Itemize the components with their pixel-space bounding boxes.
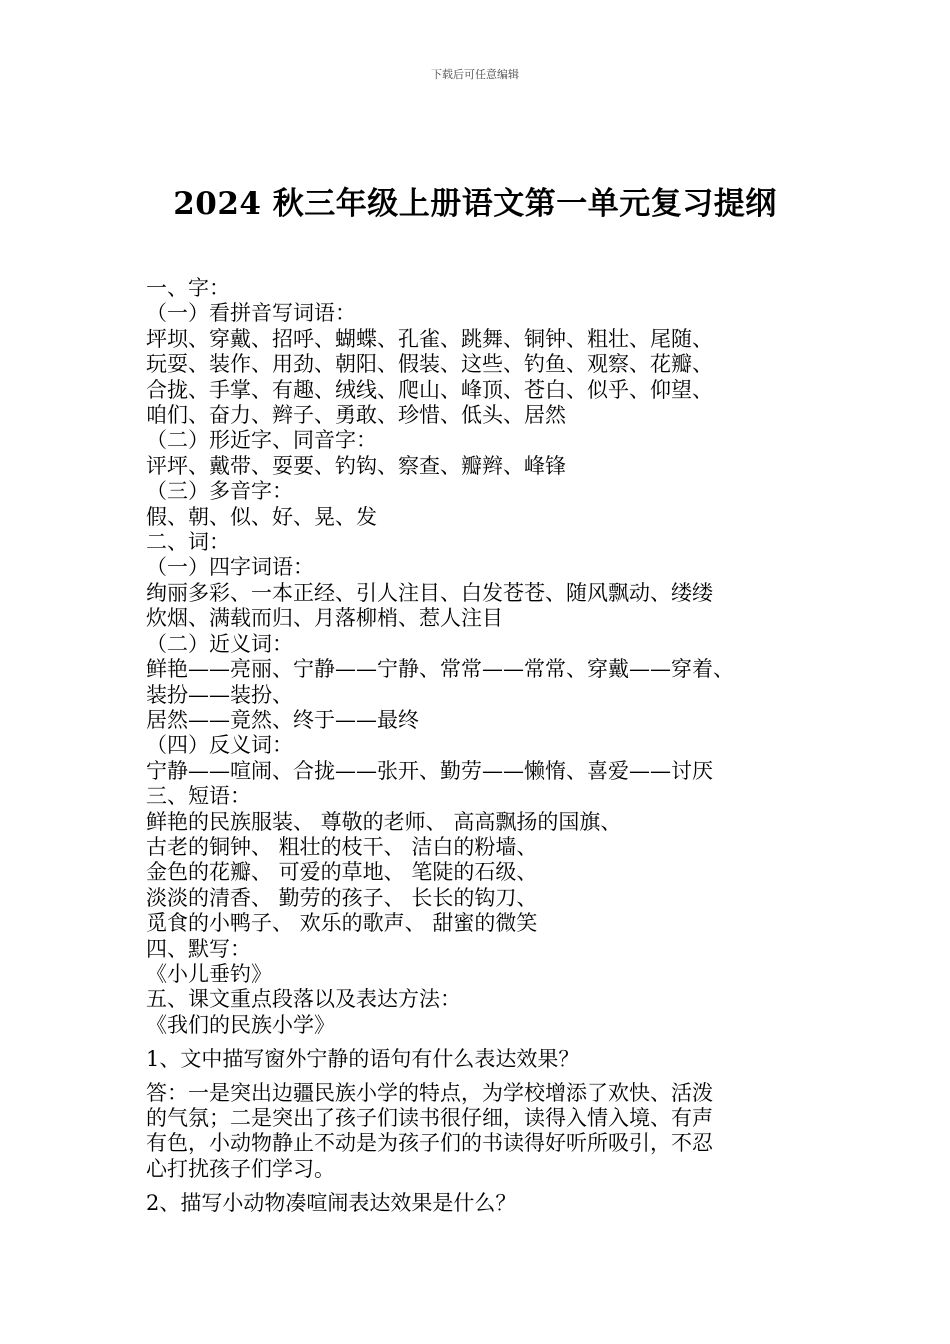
text-line: 咱们、奋力、辫子、勇敢、珍惜、低头、居然 bbox=[146, 403, 566, 428]
question-1: 1、文中描写窗外宁静的语句有什么表达效果？ bbox=[146, 1047, 580, 1072]
section-heading: 三、短语： bbox=[146, 784, 251, 809]
text-line: 鲜艳的民族服装、 尊敬的老师、 高高飘扬的国旗、 bbox=[146, 809, 622, 834]
section-heading: 四、默写： bbox=[146, 936, 251, 961]
text-line: 装扮——装扮、 bbox=[146, 682, 293, 707]
answer-line: 心打扰孩子们学习。 bbox=[146, 1156, 335, 1181]
answer-line: 答：一是突出边疆民族小学的特点，为学校增添了欢快、活泼 bbox=[146, 1080, 713, 1105]
text-line: 评坪、戴带、耍要、钓钩、察查、瓣辫、峰锋 bbox=[146, 453, 566, 478]
text-line: 古老的铜钟、 粗壮的枝干、 洁白的粉墙、 bbox=[146, 834, 538, 859]
section-heading: 一、字： bbox=[146, 276, 230, 300]
text-line: 淡淡的清香、 勤劳的孩子、 长长的钩刀、 bbox=[146, 885, 538, 910]
text-line: 玩耍、装作、用劲、朝阳、假装、这些、钓鱼、观察、花瓣、 bbox=[146, 352, 713, 377]
subsection-heading: （二）近义词： bbox=[146, 631, 293, 656]
answer-line: 的气氛；二是突出了孩子们读书很仔细，读得入情入境、有声 bbox=[146, 1106, 713, 1130]
text-line: 假、朝、似、好、晃、发 bbox=[146, 504, 377, 529]
subsection-heading: （二）形近字、同音字： bbox=[146, 428, 377, 453]
text-line: 《小儿垂钓》 bbox=[146, 961, 272, 986]
text-line: 坪坝、穿戴、招呼、蝴蝶、孔雀、跳舞、铜钟、粗壮、尾随、 bbox=[146, 326, 713, 351]
subsection-heading: （一）四字词语： bbox=[146, 555, 314, 580]
text-line: 金色的花瓣、 可爱的草地、 笔陡的石级、 bbox=[146, 860, 538, 885]
document-title: 2024 秋三年级上册语文第一单元复习提纲 bbox=[173, 186, 777, 222]
text-line: 觅食的小鸭子、 欢乐的歌声、 甜蜜的微笑 bbox=[146, 911, 538, 936]
header-note: 下载后可任意编辑 bbox=[431, 68, 519, 81]
text-line: 炊烟、满载而归、月落柳梢、惹人注目 bbox=[146, 606, 503, 631]
text-line: 《我们的民族小学》 bbox=[146, 1012, 335, 1037]
subsection-heading: （四）反义词： bbox=[146, 733, 293, 758]
answer-line: 有色，小动物静止不动是为孩子们的书读得好听所吸引，不忍 bbox=[146, 1131, 713, 1156]
section-heading: 五、课文重点段落以及表达方法： bbox=[146, 987, 461, 1012]
answer-1 bbox=[146, 1081, 836, 1183]
section-heading: 二、词： bbox=[146, 530, 230, 555]
text-line: 居然——竟然、终于——最终 bbox=[146, 707, 419, 732]
text-line: 宁静——喧闹、合拢——张开、勤劳——懒惰、喜爱——讨厌 bbox=[146, 758, 713, 783]
subsection-heading: （三）多音字： bbox=[146, 479, 293, 504]
text-line: 绚丽多彩、一本正经、引人注目、白发苍苍、随风飘动、缕缕 bbox=[146, 580, 713, 605]
text-line: 鲜艳——亮丽、宁静——宁静、常常——常常、穿戴——穿着、 bbox=[146, 657, 734, 682]
subsection-heading: （一）看拼音写词语： bbox=[146, 301, 356, 326]
question-2: 2、描写小动物凑喧闹表达效果是什么？ bbox=[146, 1191, 517, 1216]
text-line: 合拢、手掌、有趣、绒线、爬山、峰顶、苍白、似乎、仰望、 bbox=[146, 377, 713, 402]
document-body bbox=[146, 276, 836, 1217]
